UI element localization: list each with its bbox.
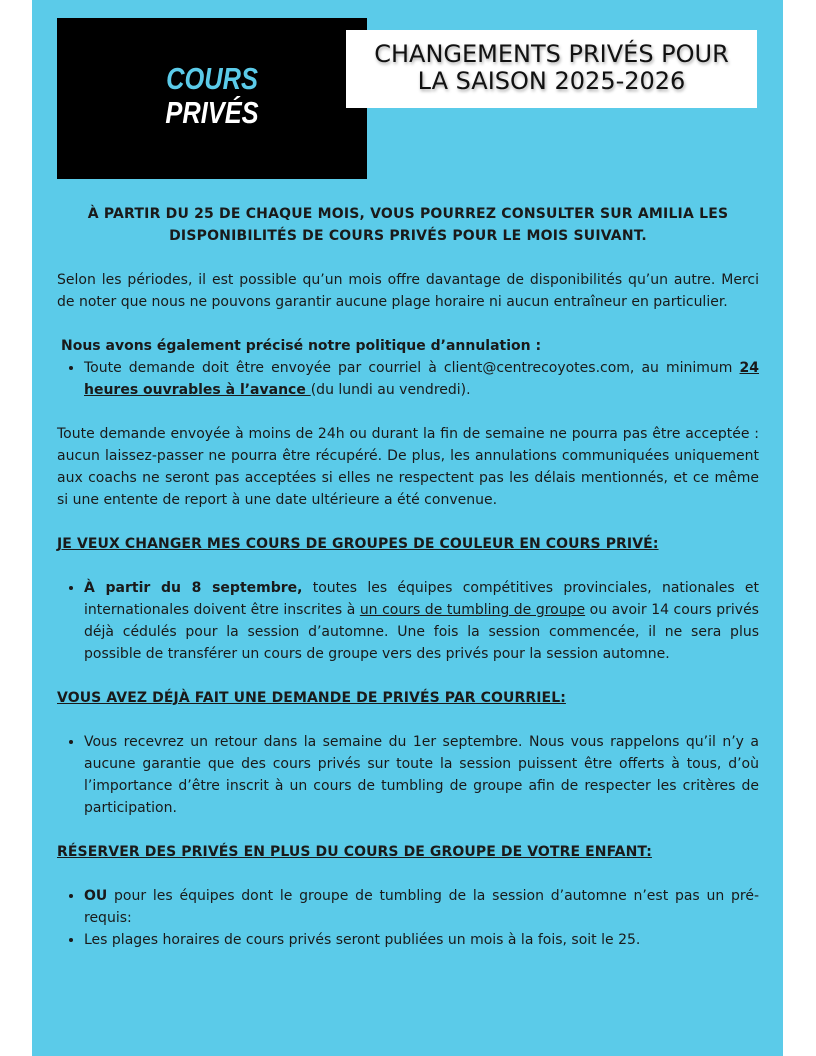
policy-deadline: 24 heures ouvrables à l’avance bbox=[84, 360, 759, 398]
availability-paragraph: Selon les périodes, il est possible qu’un mois offre davantage de disponibilités qu’un autre. Merci de noter que nous ne pouvons garantir aucune plage horaire ni aucun entraîneur en particulier. bbox=[57, 272, 759, 310]
section-change-group-list bbox=[57, 577, 759, 665]
document-body bbox=[57, 203, 759, 951]
list-item: • Vous recevrez un retour dans la semaine du 1er septembre. Nous vous rappelons qu’il n’y a aucune garantie que des cours privés sur toute la session puissent être offerts à tous, d’où l’importance d’être inscrit à un cours de tumbling de groupe afin de respecter les critères de participation. bbox=[84, 731, 759, 819]
cancellation-policy-title: Nous avons également précisé notre politique d’annulation : bbox=[61, 338, 542, 354]
logo-block bbox=[57, 18, 367, 179]
section-heading-change-group: JE VEUX CHANGER MES COURS DE GROUPES DE COULEUR EN COURS PRIVÉ: bbox=[57, 536, 659, 552]
policy-text-2: (du lundi au vendredi). bbox=[310, 382, 471, 398]
section1-text-2: ou avoir 14 cours privés déjà cédulés pour la session d’automne. Une fois la session commencée, il ne sera plus possible de transférer un cours de groupe vers des privés pour la session automne. bbox=[84, 602, 759, 662]
list-item bbox=[84, 885, 759, 929]
page-background bbox=[32, 0, 783, 1056]
intro-announcement: À PARTIR DU 25 DE CHAQUE MOIS, VOUS POURREZ CONSULTER SUR AMILIA LES DISPONIBILITÉS DE COURS PRIVÉS POUR LE MOIS SUIVANT. bbox=[87, 206, 729, 244]
section3-text-1: pour les équipes dont le groupe de tumbling de la session d’automne n’est pas un pré-requis: bbox=[84, 888, 759, 926]
policy-text-1: Toute demande doit être envoyée par courriel à client@centrecoyotes.com, au minimum bbox=[84, 360, 740, 376]
list-item: • Les plages horaires de cours privés seront publiées un mois à la fois, soit le 25. bbox=[84, 929, 759, 951]
or-label: OU bbox=[84, 888, 108, 904]
section1-text-1: toutes les équipes compétitives provinciales, nationales et internationales doivent être inscrites à bbox=[84, 580, 759, 618]
logo-line-prives: PRIVÉS bbox=[165, 95, 259, 130]
late-request-paragraph: Toute demande envoyée à moins de 24h ou durant la fin de semaine ne pourra pas être acceptée : aucun laissez-passer ne pourra être récupéré. De plus, les annulations communiquées uniquement aux coachs ne seront pas acceptées si elles ne respectent pas les délais mentionnés, et ce même si une entente de report à une date ultérieure a été convenue. bbox=[57, 426, 759, 508]
title-line-2: LA SAISON 2025-2026 bbox=[417, 67, 686, 95]
section-heading-extra-privates: RÉSERVER DES PRIVÉS EN PLUS DU COURS DE GROUPE DE VOTRE ENFANT: bbox=[57, 844, 652, 860]
logo-line-cours: COURS bbox=[166, 61, 258, 96]
list-item bbox=[84, 357, 759, 401]
start-date: À partir du 8 septembre, bbox=[84, 580, 303, 596]
group-tumbling-link[interactable]: un cours de tumbling de groupe bbox=[359, 602, 586, 618]
cancellation-policy-list bbox=[57, 357, 759, 401]
section-email-request-list bbox=[57, 731, 759, 819]
list-item bbox=[84, 577, 759, 665]
title-box bbox=[346, 30, 757, 108]
section-extra-privates-list bbox=[57, 885, 759, 951]
section-heading-email-request: VOUS AVEZ DÉJÀ FAIT UNE DEMANDE DE PRIVÉS PAR COURRIEL: bbox=[57, 690, 566, 706]
title-line-1: CHANGEMENTS PRIVÉS POUR bbox=[374, 40, 729, 68]
